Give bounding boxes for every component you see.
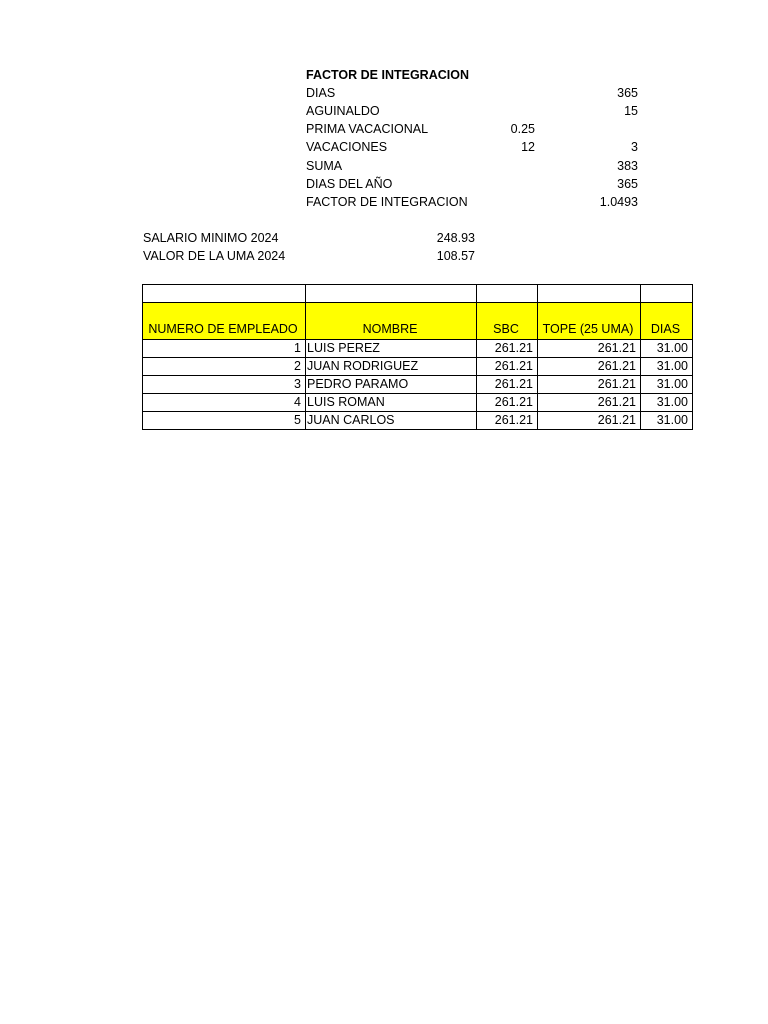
factor-label-factor: FACTOR DE INTEGRACION bbox=[306, 195, 468, 209]
factor-mid-prima-vacacional: 0.25 bbox=[510, 122, 535, 136]
cell-numero: 5 bbox=[143, 412, 306, 430]
table-cell bbox=[538, 285, 641, 303]
cell-sbc: 261.21 bbox=[477, 340, 538, 358]
factor-title: FACTOR DE INTEGRACION bbox=[306, 68, 469, 82]
table-row bbox=[143, 340, 693, 358]
factor-label-vacaciones: VACACIONES bbox=[306, 140, 388, 154]
cell-tope: 261.21 bbox=[538, 394, 641, 412]
cell-sbc: 261.21 bbox=[477, 412, 538, 430]
cell-tope: 261.21 bbox=[538, 412, 641, 430]
cell-sbc: 261.21 bbox=[477, 394, 538, 412]
factor-value-suma: 383 bbox=[617, 159, 638, 173]
table-cell bbox=[477, 285, 538, 303]
factor-label-suma: SUMA bbox=[306, 159, 343, 173]
cell-numero: 1 bbox=[143, 340, 306, 358]
header-nombre: NOMBRE bbox=[306, 303, 477, 340]
header-sbc: SBC bbox=[477, 303, 538, 340]
cell-sbc: 261.21 bbox=[477, 376, 538, 394]
table-row bbox=[143, 412, 693, 430]
factor-value-vacaciones: 3 bbox=[631, 140, 638, 154]
cell-tope: 261.21 bbox=[538, 340, 641, 358]
cell-nombre: LUIS PEREZ bbox=[306, 340, 477, 358]
cell-nombre: JUAN RODRIGUEZ bbox=[306, 358, 477, 376]
cell-dias: 31.00 bbox=[641, 358, 693, 376]
table-cell bbox=[306, 285, 477, 303]
cell-tope: 261.21 bbox=[538, 376, 641, 394]
header-numero-empleado: NUMERO DE EMPLEADO bbox=[143, 303, 306, 340]
header-dias: DIAS bbox=[641, 303, 693, 340]
cell-dias: 31.00 bbox=[641, 376, 693, 394]
factor-label-prima-vacacional: PRIMA VACACIONAL bbox=[306, 122, 429, 136]
cell-tope: 261.21 bbox=[538, 358, 641, 376]
cell-sbc: 261.21 bbox=[477, 358, 538, 376]
salario-minimo-label: SALARIO MINIMO 2024 bbox=[143, 231, 279, 245]
cell-nombre: LUIS ROMAN bbox=[306, 394, 477, 412]
table-row bbox=[143, 376, 693, 394]
factor-value-aguinaldo: 15 bbox=[624, 104, 638, 118]
factor-value-dias-del-ano: 365 bbox=[617, 177, 638, 191]
cell-nombre: JUAN CARLOS bbox=[306, 412, 477, 430]
header-tope: TOPE (25 UMA) bbox=[538, 303, 641, 340]
factor-value-dias: 365 bbox=[617, 86, 638, 100]
table-row bbox=[143, 394, 693, 412]
blank-row bbox=[143, 285, 693, 303]
table-row bbox=[143, 358, 693, 376]
employee-table bbox=[142, 284, 693, 430]
factor-value-factor: 1.0493 bbox=[599, 195, 638, 209]
cell-dias: 31.00 bbox=[641, 394, 693, 412]
cell-numero: 2 bbox=[143, 358, 306, 376]
salario-minimo-value: 248.93 bbox=[436, 231, 475, 245]
factor-label-dias: DIAS bbox=[306, 86, 336, 100]
table-cell bbox=[641, 285, 693, 303]
valor-uma-value: 108.57 bbox=[436, 249, 475, 263]
cell-dias: 31.00 bbox=[641, 412, 693, 430]
table-header-row bbox=[143, 303, 693, 340]
cell-numero: 4 bbox=[143, 394, 306, 412]
valor-uma-label: VALOR DE LA UMA 2024 bbox=[143, 249, 286, 263]
table-cell bbox=[143, 285, 306, 303]
cell-dias: 31.00 bbox=[641, 340, 693, 358]
factor-label-dias-del-ano: DIAS DEL AÑO bbox=[306, 177, 393, 191]
factor-label-aguinaldo: AGUINALDO bbox=[306, 104, 380, 118]
cell-nombre: PEDRO PARAMO bbox=[306, 376, 477, 394]
factor-mid-vacaciones: 12 bbox=[521, 140, 535, 154]
cell-numero: 3 bbox=[143, 376, 306, 394]
